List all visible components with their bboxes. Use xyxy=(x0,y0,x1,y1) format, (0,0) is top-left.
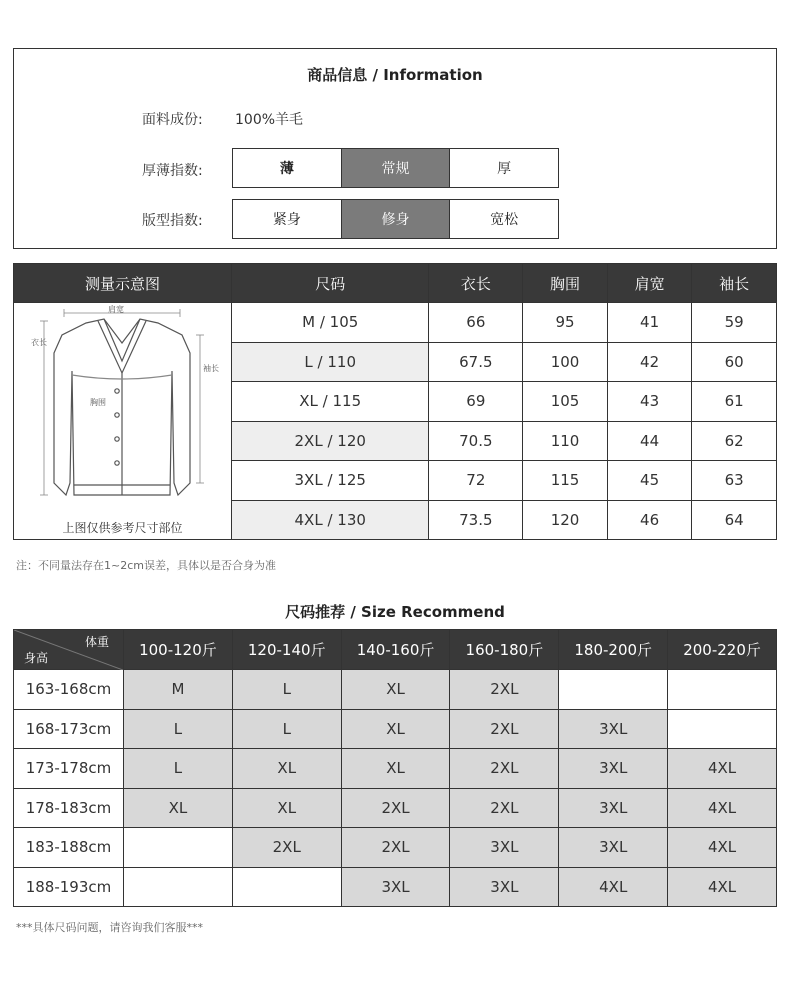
length-cell: 73.5 xyxy=(429,500,523,540)
table-row xyxy=(14,867,777,907)
recommend-cell: XL xyxy=(232,788,341,828)
recommend-cell: 4XL xyxy=(668,788,777,828)
header-chest: 胸围 xyxy=(523,264,608,303)
header-shoulder: 肩宽 xyxy=(607,264,692,303)
length-cell: 69 xyxy=(429,382,523,422)
height-cell: 188-193cm xyxy=(14,867,124,907)
header-sleeve: 袖长 xyxy=(692,264,777,303)
chest-cell: 105 xyxy=(523,382,608,422)
recommend-cell: L xyxy=(124,709,233,749)
chest-cell: 95 xyxy=(523,303,608,343)
recommend-cell: 4XL xyxy=(668,867,777,907)
recommend-cell: L xyxy=(124,749,233,789)
size-cell: M / 105 xyxy=(232,303,429,343)
thickness-scale xyxy=(232,148,559,188)
shoulder-cell: 45 xyxy=(607,461,692,501)
shoulder-cell: 42 xyxy=(607,342,692,382)
recommend-header xyxy=(14,630,777,670)
cardigan-diagram-icon xyxy=(14,303,231,523)
height-cell: 183-188cm xyxy=(14,828,124,868)
recommend-cell: 4XL xyxy=(668,828,777,868)
recommend-cell: L xyxy=(232,709,341,749)
size-table-header xyxy=(14,264,777,303)
recommend-cell: XL xyxy=(341,670,450,710)
diagram-label-length: 衣长 xyxy=(31,338,47,347)
weight-header: 140-160斤 xyxy=(341,630,450,670)
weight-header: 120-140斤 xyxy=(232,630,341,670)
length-cell: 66 xyxy=(429,303,523,343)
thickness-label: 厚薄指数: xyxy=(142,163,203,179)
recommend-cell: XL xyxy=(124,788,233,828)
recommend-cell: 3XL xyxy=(559,788,668,828)
recommend-cell xyxy=(668,709,777,749)
size-recommend-title: 尺码推荐 / Size Recommend xyxy=(285,603,505,621)
sleeve-cell: 63 xyxy=(692,461,777,501)
size-cell: 3XL / 125 xyxy=(232,461,429,501)
diagram-label-shoulder: 肩宽 xyxy=(108,305,124,314)
recommend-cell xyxy=(124,828,233,868)
header-length: 衣长 xyxy=(429,264,523,303)
chest-cell: 110 xyxy=(523,421,608,461)
corner-height-label: 身高 xyxy=(24,651,49,665)
product-info-panel xyxy=(13,48,777,249)
thickness-option-thick: 厚 xyxy=(449,149,558,187)
recommend-cell: 2XL xyxy=(232,828,341,868)
recommend-cell xyxy=(559,670,668,710)
weight-header: 100-120斤 xyxy=(124,630,233,670)
recommend-cell: XL xyxy=(341,749,450,789)
weight-header: 160-180斤 xyxy=(450,630,559,670)
measurement-diagram-cell xyxy=(14,303,232,540)
fit-option-tight: 紧身 xyxy=(272,212,301,228)
height-cell: 168-173cm xyxy=(14,709,124,749)
size-cell: 2XL / 120 xyxy=(232,421,429,461)
recommend-cell: XL xyxy=(341,709,450,749)
header-size: 尺码 xyxy=(232,264,429,303)
table-row xyxy=(14,303,777,343)
recommend-cell: 3XL xyxy=(450,867,559,907)
sleeve-cell: 61 xyxy=(692,382,777,422)
recommend-cell: 3XL xyxy=(559,828,668,868)
corner-header xyxy=(14,630,124,670)
diagram-label-chest: 胸围 xyxy=(90,398,106,407)
diagram-label-sleeve: 袖长 xyxy=(203,364,219,373)
info-title: 商品信息 / Information xyxy=(307,66,483,84)
length-cell: 70.5 xyxy=(429,421,523,461)
length-cell: 67.5 xyxy=(429,342,523,382)
size-table xyxy=(13,263,777,540)
recommend-cell: M xyxy=(124,670,233,710)
material-value: 100%羊毛 xyxy=(235,112,304,128)
sleeve-cell: 59 xyxy=(692,303,777,343)
size-cell: XL / 115 xyxy=(232,382,429,422)
material-label: 面料成份: xyxy=(142,112,203,128)
height-cell: 173-178cm xyxy=(14,749,124,789)
table-row xyxy=(14,670,777,710)
weight-header: 200-220斤 xyxy=(668,630,777,670)
corner-weight-label: 体重 xyxy=(84,635,109,649)
recommend-cell: 3XL xyxy=(450,828,559,868)
recommend-cell xyxy=(668,670,777,710)
recommend-cell: 4XL xyxy=(668,749,777,789)
recommend-cell: 3XL xyxy=(341,867,450,907)
recommend-cell: XL xyxy=(232,749,341,789)
fit-option-slim: 修身 xyxy=(341,200,450,238)
recommend-cell xyxy=(124,867,233,907)
measurement-note: 注：不同量法存在1~2cm误差，具体以是否合身为准 xyxy=(16,559,276,572)
recommend-cell: 2XL xyxy=(450,788,559,828)
fit-option-loose: 宽松 xyxy=(449,200,558,238)
shoulder-cell: 41 xyxy=(607,303,692,343)
chest-cell: 120 xyxy=(523,500,608,540)
size-cell: L / 110 xyxy=(232,342,429,382)
thickness-option-thin: 薄 xyxy=(279,161,294,177)
diagram-caption: 上图仅供参考尺寸部位 xyxy=(62,521,183,535)
chest-cell: 115 xyxy=(523,461,608,501)
recommend-cell: 3XL xyxy=(559,709,668,749)
recommend-cell: 2XL xyxy=(341,788,450,828)
recommend-cell: L xyxy=(232,670,341,710)
table-row xyxy=(14,788,777,828)
recommend-cell: 2XL xyxy=(450,709,559,749)
shoulder-cell: 43 xyxy=(607,382,692,422)
length-cell: 72 xyxy=(429,461,523,501)
table-row xyxy=(14,709,777,749)
shoulder-cell: 44 xyxy=(607,421,692,461)
size-recommend-table xyxy=(13,629,777,907)
sleeve-cell: 60 xyxy=(692,342,777,382)
table-row xyxy=(14,828,777,868)
table-row xyxy=(14,749,777,789)
recommend-cell: 3XL xyxy=(559,749,668,789)
recommend-cell: 2XL xyxy=(341,828,450,868)
recommend-cell xyxy=(232,867,341,907)
sleeve-cell: 64 xyxy=(692,500,777,540)
chest-cell: 100 xyxy=(523,342,608,382)
recommend-cell: 2XL xyxy=(450,749,559,789)
customer-service-note: ***具体尺码问题，请咨询我们客服*** xyxy=(16,921,203,934)
sleeve-cell: 62 xyxy=(692,421,777,461)
thickness-option-regular: 常规 xyxy=(341,149,450,187)
size-cell: 4XL / 130 xyxy=(232,500,429,540)
recommend-cell: 4XL xyxy=(559,867,668,907)
height-cell: 178-183cm xyxy=(14,788,124,828)
recommend-cell: 2XL xyxy=(450,670,559,710)
weight-header: 180-200斤 xyxy=(559,630,668,670)
shoulder-cell: 46 xyxy=(607,500,692,540)
header-diagram: 测量示意图 xyxy=(14,264,232,303)
fit-label: 版型指数: xyxy=(142,213,203,229)
height-cell: 163-168cm xyxy=(14,670,124,710)
fit-scale xyxy=(232,199,559,239)
